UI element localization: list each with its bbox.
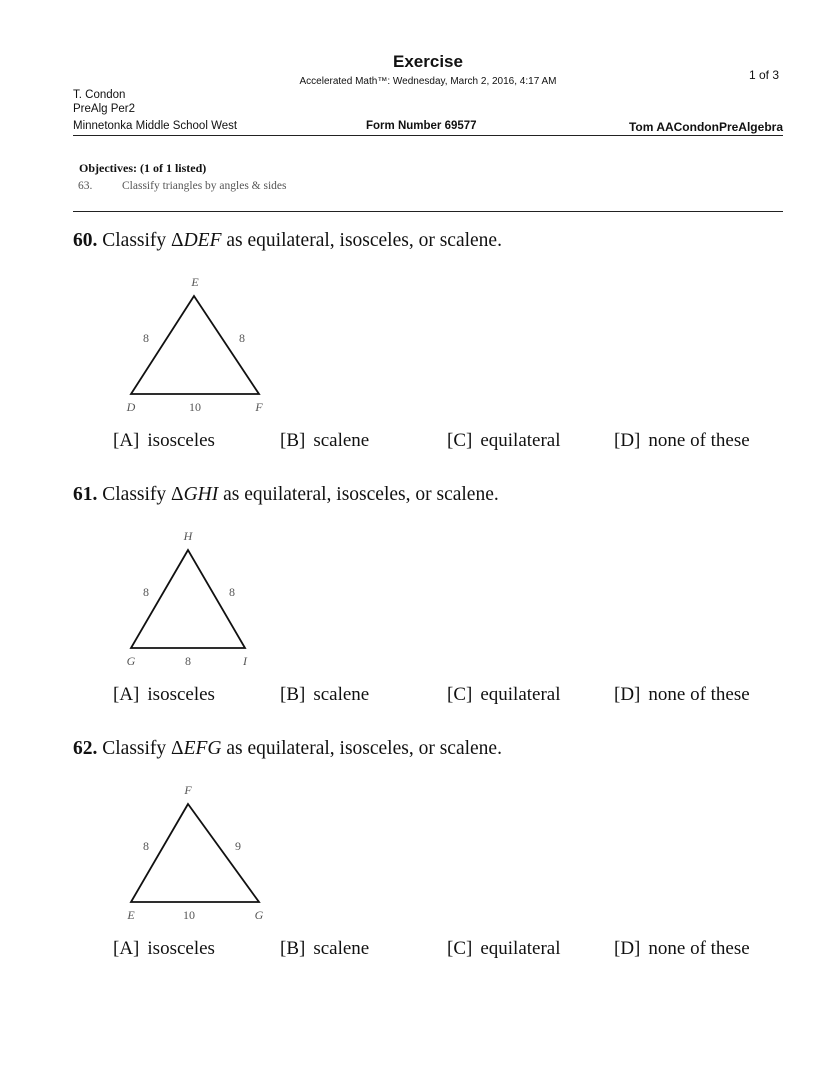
vertex-label-bottom-right: G: [254, 908, 264, 922]
prompt-lead: Classify: [102, 484, 172, 505]
choice-a[interactable]: [113, 938, 215, 960]
choice-c[interactable]: [447, 938, 561, 960]
side-label-bottom: 8: [185, 654, 191, 668]
question-61: [0, 484, 832, 738]
vertex-label-bottom-left: E: [127, 908, 135, 922]
vertex-label-top: E: [191, 275, 199, 289]
triangle-shape: [131, 296, 259, 394]
choice-b[interactable]: [280, 938, 369, 960]
side-label-right: 9: [235, 839, 241, 853]
choice-letter: [B]: [280, 938, 306, 959]
choice-letter: [B]: [280, 684, 306, 705]
side-label-left: 8: [143, 331, 149, 345]
triangle-name: DEF: [183, 230, 222, 251]
prompt-rest: as equilateral, isosceles, or scalene.: [221, 230, 502, 251]
side-label-bottom: 10: [183, 908, 195, 922]
choice-text: scalene: [313, 938, 370, 959]
choice-letter: [D]: [614, 430, 641, 451]
question-prompt: [73, 738, 502, 760]
side-label-left: 8: [143, 585, 149, 599]
choice-text: equilateral: [480, 430, 561, 451]
triangle-figure: [100, 512, 300, 672]
choice-text: scalene: [313, 430, 370, 451]
objectives-heading: Objectives: (1 of 1 listed): [79, 161, 207, 175]
choice-b[interactable]: [280, 430, 369, 452]
teacher-name: T. Condon: [73, 89, 126, 101]
choice-d[interactable]: [614, 430, 750, 452]
prompt-rest: as equilateral, isosceles, or scalene.: [218, 484, 499, 505]
triangle-figure: [100, 766, 300, 926]
question-number: 60.: [73, 230, 98, 251]
vertex-label-top: F: [184, 783, 192, 797]
vertex-label-bottom-left: D: [126, 400, 136, 414]
choice-c[interactable]: [447, 430, 561, 452]
vertex-label-top: H: [183, 529, 193, 543]
choice-text: isosceles: [147, 684, 215, 705]
prompt-lead: Classify: [102, 230, 172, 251]
triangle-name: EFG: [183, 738, 222, 759]
triangle-symbol: Δ: [171, 230, 184, 251]
objective-text: Classify triangles by angles & sides: [122, 180, 287, 192]
choice-letter: [B]: [280, 430, 306, 451]
answer-choices: [0, 938, 832, 962]
choice-letter: [A]: [113, 938, 140, 959]
question-60: [0, 230, 832, 484]
question-number: 62.: [73, 738, 98, 759]
side-label-right: 8: [239, 331, 245, 345]
choice-text: scalene: [313, 684, 370, 705]
choice-a[interactable]: [113, 430, 215, 452]
document-subtitle: Accelerated Math™: Wednesday, March 2, 2016, 4:17 AM: [299, 76, 557, 87]
choice-letter: [A]: [113, 430, 140, 451]
vertex-label-bottom-right: I: [243, 654, 247, 668]
question-prompt: [73, 484, 499, 506]
triangle-shape: [131, 804, 259, 902]
header-divider: [73, 135, 783, 136]
form-number: Form Number 69577: [366, 120, 477, 132]
objective-number: 63.: [78, 180, 93, 192]
answer-choices: [0, 684, 832, 708]
page-indicator: 1 of 3: [749, 68, 780, 82]
choice-letter: [C]: [447, 684, 473, 705]
choice-b[interactable]: [280, 684, 369, 706]
choice-d[interactable]: [614, 684, 750, 706]
choice-text: equilateral: [480, 684, 561, 705]
choice-d[interactable]: [614, 938, 750, 960]
vertex-label-bottom-left: G: [126, 654, 136, 668]
answer-choices: [0, 430, 832, 454]
prompt-lead: Classify: [102, 738, 172, 759]
question-62: [0, 738, 832, 992]
class-name: PreAlg Per2: [73, 103, 136, 115]
choice-c[interactable]: [447, 684, 561, 706]
student-name: Tom AACondonPreAlgebra: [628, 120, 783, 134]
objectives-divider: [73, 211, 783, 212]
vertex-label-bottom-right: F: [255, 400, 263, 414]
side-label-bottom: 10: [189, 400, 201, 414]
choice-letter: [A]: [113, 684, 140, 705]
choice-text: none of these: [648, 430, 750, 451]
choice-letter: [C]: [447, 938, 473, 959]
triangle-shape: [131, 550, 245, 648]
school-name: Minnetonka Middle School West: [73, 120, 238, 132]
triangle-symbol: Δ: [171, 484, 184, 505]
choice-text: none of these: [648, 684, 750, 705]
document-title: Exercise: [393, 52, 463, 71]
choice-letter: [D]: [614, 684, 641, 705]
side-label-right: 8: [229, 585, 235, 599]
triangle-symbol: Δ: [171, 738, 184, 759]
choice-text: isosceles: [147, 938, 215, 959]
side-label-left: 8: [143, 839, 149, 853]
choice-letter: [C]: [447, 430, 473, 451]
prompt-rest: as equilateral, isosceles, or scalene.: [221, 738, 502, 759]
choice-letter: [D]: [614, 938, 641, 959]
triangle-figure: [100, 258, 300, 418]
choice-text: equilateral: [480, 938, 561, 959]
triangle-name: GHI: [183, 484, 219, 505]
choice-a[interactable]: [113, 684, 215, 706]
choice-text: isosceles: [147, 430, 215, 451]
question-number: 61.: [73, 484, 98, 505]
question-prompt: [73, 230, 502, 252]
choice-text: none of these: [648, 938, 750, 959]
